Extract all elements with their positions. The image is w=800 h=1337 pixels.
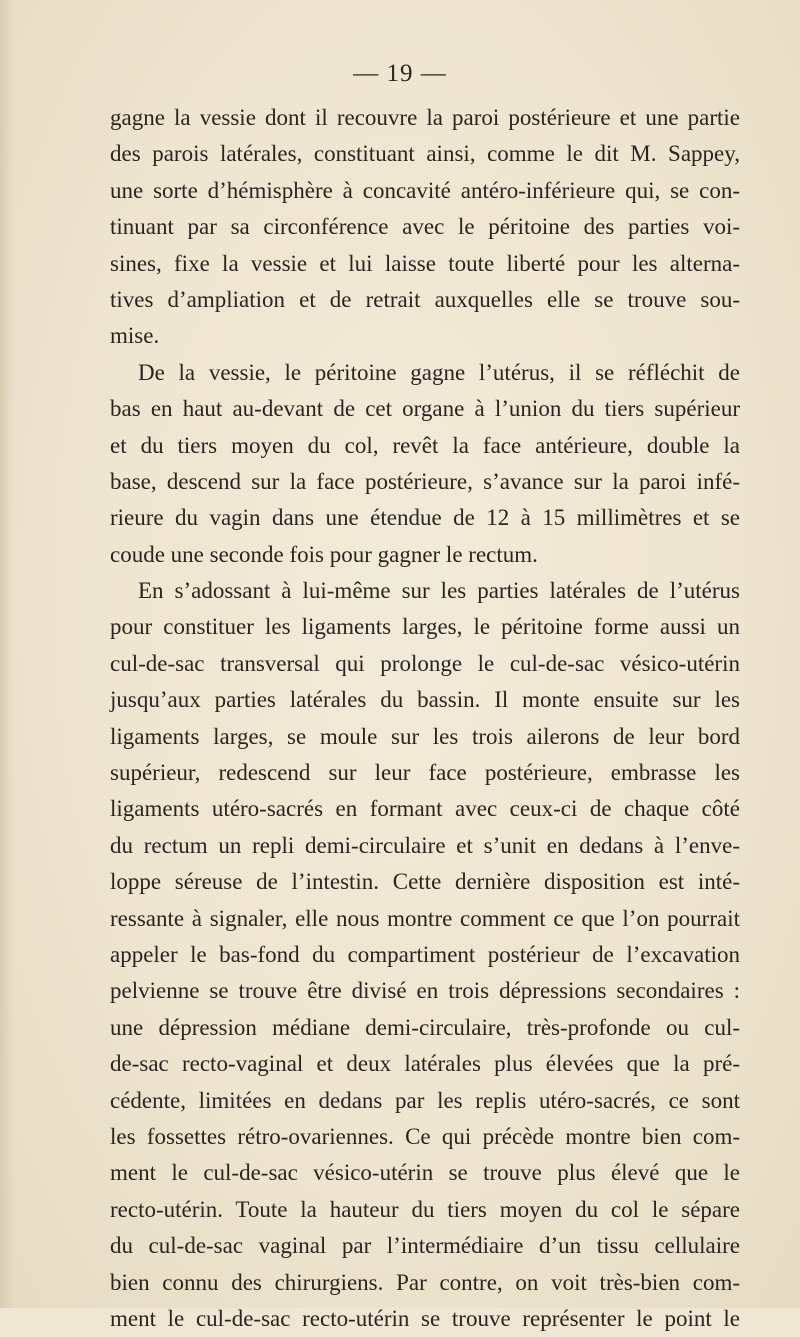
text-line: et du tiers moyen du col, revêt la face antérieure, double la <box>110 432 740 458</box>
text-line: pelvienne se trouve être divisé en trois dépressions secondaires : <box>110 978 740 1004</box>
text-line: gagne la vessie dont il recouvre la paroi postérieure et une partie <box>110 105 740 130</box>
text-line: base, descend sur la face postérieure, s’avance sur la paroi infé- <box>110 468 740 494</box>
text-line: du rectum un repli demi-circulaire et s’unit en dedans à l’enve- <box>110 832 740 858</box>
page-gutter-shadow <box>0 0 14 1308</box>
text-line: rieure du vagin dans une étendue de 12 à 15 millimètres et se <box>110 505 740 531</box>
text-line: de-sac recto-vaginal et deux latérales plus élevées que la pré- <box>110 1051 740 1077</box>
text-line: sines, fixe la vessie et lui laisse toute liberté pour les alterna- <box>110 250 740 276</box>
text-line: loppe séreuse de l’intestin. Cette dernière disposition est inté- <box>110 869 740 895</box>
text-line: coude une seconde fois pour gagner le rectum. <box>110 541 538 567</box>
text-line: tinuant par sa circonférence avec le péritoine des parties voi- <box>110 214 740 240</box>
text-line: ment le cul-de-sac vésico-utérin se trouve plus élevé que le <box>110 1160 740 1186</box>
text-line: jusqu’aux parties latérales du bassin. Il monte ensuite sur les <box>110 687 740 713</box>
text-line: mise. <box>110 323 160 349</box>
text-line: tives d’ampliation et de retrait auxquelles elle se trouve sou- <box>110 286 740 312</box>
text-line: une dépression médiane demi-circulaire, très-profonde ou cul- <box>110 1014 740 1040</box>
text-line: cédente, limitées en dedans par les replis utéro-sacrés, ce sont <box>110 1087 740 1113</box>
text-line: bien connu des chirurgiens. Par contre, on voit très-bien com- <box>110 1269 740 1295</box>
text-line: cul-de-sac transversal qui prolonge le cul-de-sac vésico-utérin <box>110 650 740 676</box>
text-line: pour constituer les ligaments larges, le péritoine forme aussi un <box>110 614 740 640</box>
text-line: ligaments larges, se moule sur les trois ailerons de leur bord <box>110 723 740 749</box>
body-text <box>110 100 740 1337</box>
text-line: ment le cul-de-sac recto-utérin se trouve représenter le point le <box>110 1305 740 1331</box>
text-line: ligaments utéro-sacrés en formant avec ceux-ci de chaque côté <box>110 796 740 822</box>
text-line: les fossettes rétro-ovariennes. Ce qui précède montre bien com- <box>110 1123 740 1149</box>
text-line: du cul-de-sac vaginal par l’intermédiaire d’un tissu cellulaire <box>110 1233 740 1259</box>
text-line: En s’adossant à lui-même sur les parties latérales de l’utérus <box>138 578 740 604</box>
text-line: appeler le bas-fond du compartiment postérieur de l’excavation <box>110 941 740 967</box>
text-line: supérieur, redescend sur leur face postérieure, embrasse les <box>110 760 740 786</box>
text-line: De la vessie, le péritoine gagne l’utérus, il se réfléchit de <box>138 359 740 385</box>
page-number: — 19 — <box>353 60 447 87</box>
text-line: ressante à signaler, elle nous montre comment ce que l’on pourrait <box>110 905 740 931</box>
text-line: une sorte d’hémisphère à concavité antéro-inférieure qui, se con- <box>110 177 740 203</box>
text-line: bas en haut au-devant de cet organe à l’union du tiers supérieur <box>110 396 740 422</box>
text-line: des parois latérales, constituant ainsi, comme le dit M. Sappey, <box>110 141 740 167</box>
text-line: recto-utérin. Toute la hauteur du tiers moyen du col le sépare <box>110 1196 740 1222</box>
